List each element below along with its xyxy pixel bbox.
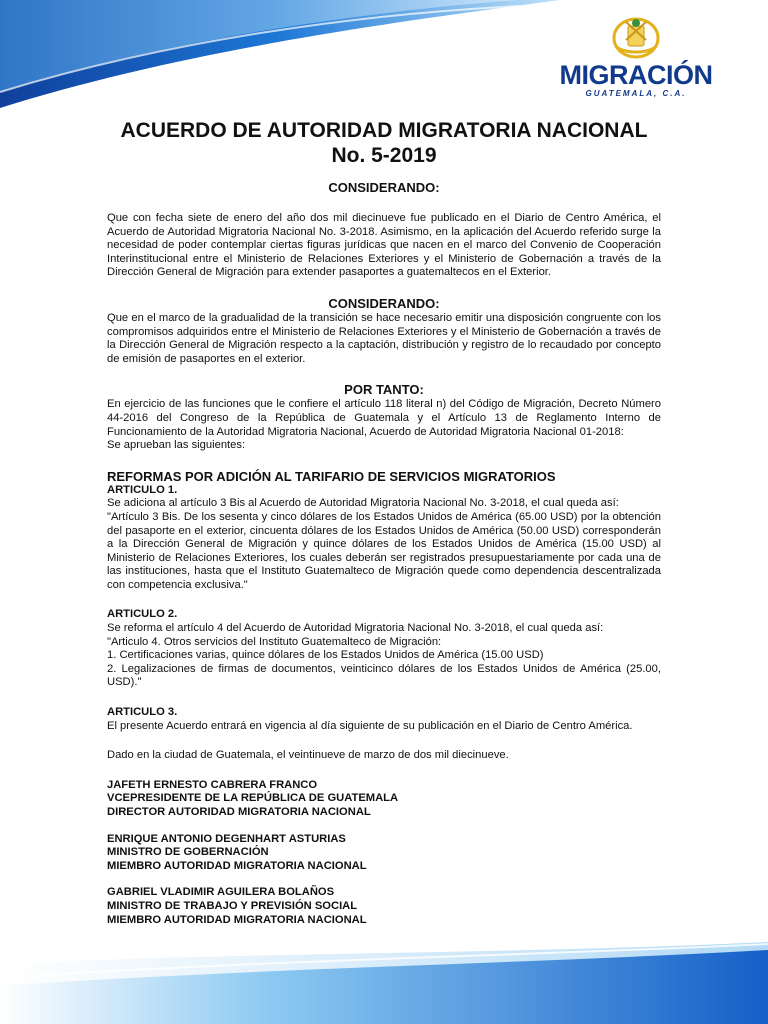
por-tanto-closing: Se aprueban las siguientes: xyxy=(107,439,246,452)
articulo-2-quote: "Articulo 4. Otros servicios del Instituto Guatemalteco de Migración: xyxy=(107,635,442,648)
signatory-role: MINISTRO DE GOBERNACIÓN xyxy=(107,846,269,859)
articulo-1-heading: ARTICULO 1. xyxy=(107,483,178,496)
signatory-block-1 xyxy=(107,779,661,820)
migracion-logo xyxy=(556,14,716,104)
considerando-heading-2: CONSIDERANDO: xyxy=(328,295,440,311)
articulo-1-text: "Artículo 3 Bis. De los sesenta y cinco dólares de los Estados Unidos de América (65.00 USD) por la obtención del pasaporte en el exterior, cincuenta dólares de los Estados Unidos de América (50.00 USD) corresponderán a la Dirección General de Migración y quince dólares de los Estados Unidos de América (15.00 USD) al Ministerio de Relaciones Exteriores, los cuales deberán ser registrados presupuestariamente por cada una de las instituciones, hasta que el Instituto Guatemalteco de Migración quede como dependencia descentralizada con competencia exclusiva." xyxy=(107,510,661,591)
title-line-1: ACUERDO DE AUTORIDAD MIGRATORIA NACIONAL xyxy=(120,119,648,142)
articulo-2-heading: ARTICULO 2. xyxy=(107,608,178,621)
considerando-text-1: Que con fecha siete de enero del año dos mil diecinueve fue publicado en el Diario de Centro América, el Acuerdo de Autoridad Migratoria Nacional No. 3-2018. Asimismo, en la aplicación del Acuerdo referido surge la necesidad de poder contemplar ciertas figuras jurídicas que nacen en el marco del Convenio de Cooperación Interinstitucional entre el Ministerio de Relaciones Exteriores y el Ministerio de Gobernación a través de la Dirección General de Migración para extender pasaportes a guatemaltecos en el Exterior. xyxy=(107,212,661,279)
title-line-2: No. 5-2019 xyxy=(331,144,437,167)
document-body xyxy=(107,180,661,927)
signatory-block-3 xyxy=(107,886,661,927)
por-tanto-text: En ejercicio de las funciones que le confiere el artículo 118 literal n) del Código de Migración, Decreto Número 44-2016 del Congreso de la República de Guatemala y el Artículo 13 de Reglamento Interno de Funcionamiento de la Autoridad Migratoria Nacional, Acuerdo de Autoridad Migratoria Nacional 01-2018: xyxy=(107,398,661,438)
signatory-name: GABRIEL VLADIMIR AGUILERA BOLAÑOS xyxy=(107,886,335,899)
logo-subtext: GUATEMALA, C.A. xyxy=(585,89,687,98)
guatemala-crest-icon xyxy=(604,14,668,60)
articulo-3-text: El presente Acuerdo entrará en vigencia al día siguiente de su publicación en el Diario de Centro América. xyxy=(107,719,633,732)
articulo-2-item-1: 1. Certificaciones varias, quince dólares de los Estados Unidos de América (15.00 USD) xyxy=(107,649,544,662)
dado-text: Dado en la ciudad de Guatemala, el veintinueve de marzo de dos mil diecinueve. xyxy=(107,749,509,762)
signatory-role: MIEMBRO AUTORIDAD MIGRATORIA NACIONAL xyxy=(107,913,367,926)
signatory-name: ENRIQUE ANTONIO DEGENHART ASTURIAS xyxy=(107,832,346,845)
signatory-role: DIRECTOR AUTORIDAD MIGRATORIA NACIONAL xyxy=(107,806,371,818)
signatory-role: MINISTRO DE TRABAJO Y PREVISIÓN SOCIAL xyxy=(107,899,358,912)
articulo-2-intro: Se reforma el artículo 4 del Acuerdo de Autoridad Migratoria Nacional No. 3-2018, el cual queda así: xyxy=(107,622,604,635)
signatory-name: JAFETH ERNESTO CABRERA FRANCO xyxy=(107,778,318,791)
articulo-1-intro: Se adiciona al artículo 3 Bis al Acuerdo de Autoridad Migratoria Nacional No. 3-2018, el cual queda así: xyxy=(107,497,619,510)
footer-swoosh xyxy=(0,934,768,1024)
considerando-heading-1: CONSIDERANDO: xyxy=(328,180,440,195)
document-title xyxy=(100,118,668,168)
articulo-2-item-2: 2. Legalizaciones de firmas de documentos, veinticinco dólares de los Estados Unidos de América (25.00, USD)." xyxy=(107,662,661,689)
considerando-text-2: Que en el marco de la gradualidad de la transición se hace necesario emitir una disposición congruente con los compromisos adquiridos entre el Ministerio de Relaciones Exteriores y el Ministerio de Gobernación a través de la Dirección General de Migración respecto a la captación, distribución y registro de lo recaudado por concepto de emisión de pasaportes en el exterior. xyxy=(107,311,661,365)
signatory-block-2 xyxy=(107,833,661,874)
signatory-role: MIEMBRO AUTORIDAD MIGRATORIA NACIONAL xyxy=(107,859,367,872)
por-tanto-heading: POR TANTO: xyxy=(344,382,424,398)
articulo-3-heading: ARTICULO 3. xyxy=(107,706,178,719)
logo-wordmark: MIGRACIÓN xyxy=(559,60,713,90)
reformas-heading: REFORMAS POR ADICIÓN AL TARIFARIO DE SERVICIOS MIGRATORIOS xyxy=(107,468,556,484)
signatory-role: VCEPRESIDENTE DE LA REPÚBLICA DE GUATEMALA xyxy=(107,792,399,805)
